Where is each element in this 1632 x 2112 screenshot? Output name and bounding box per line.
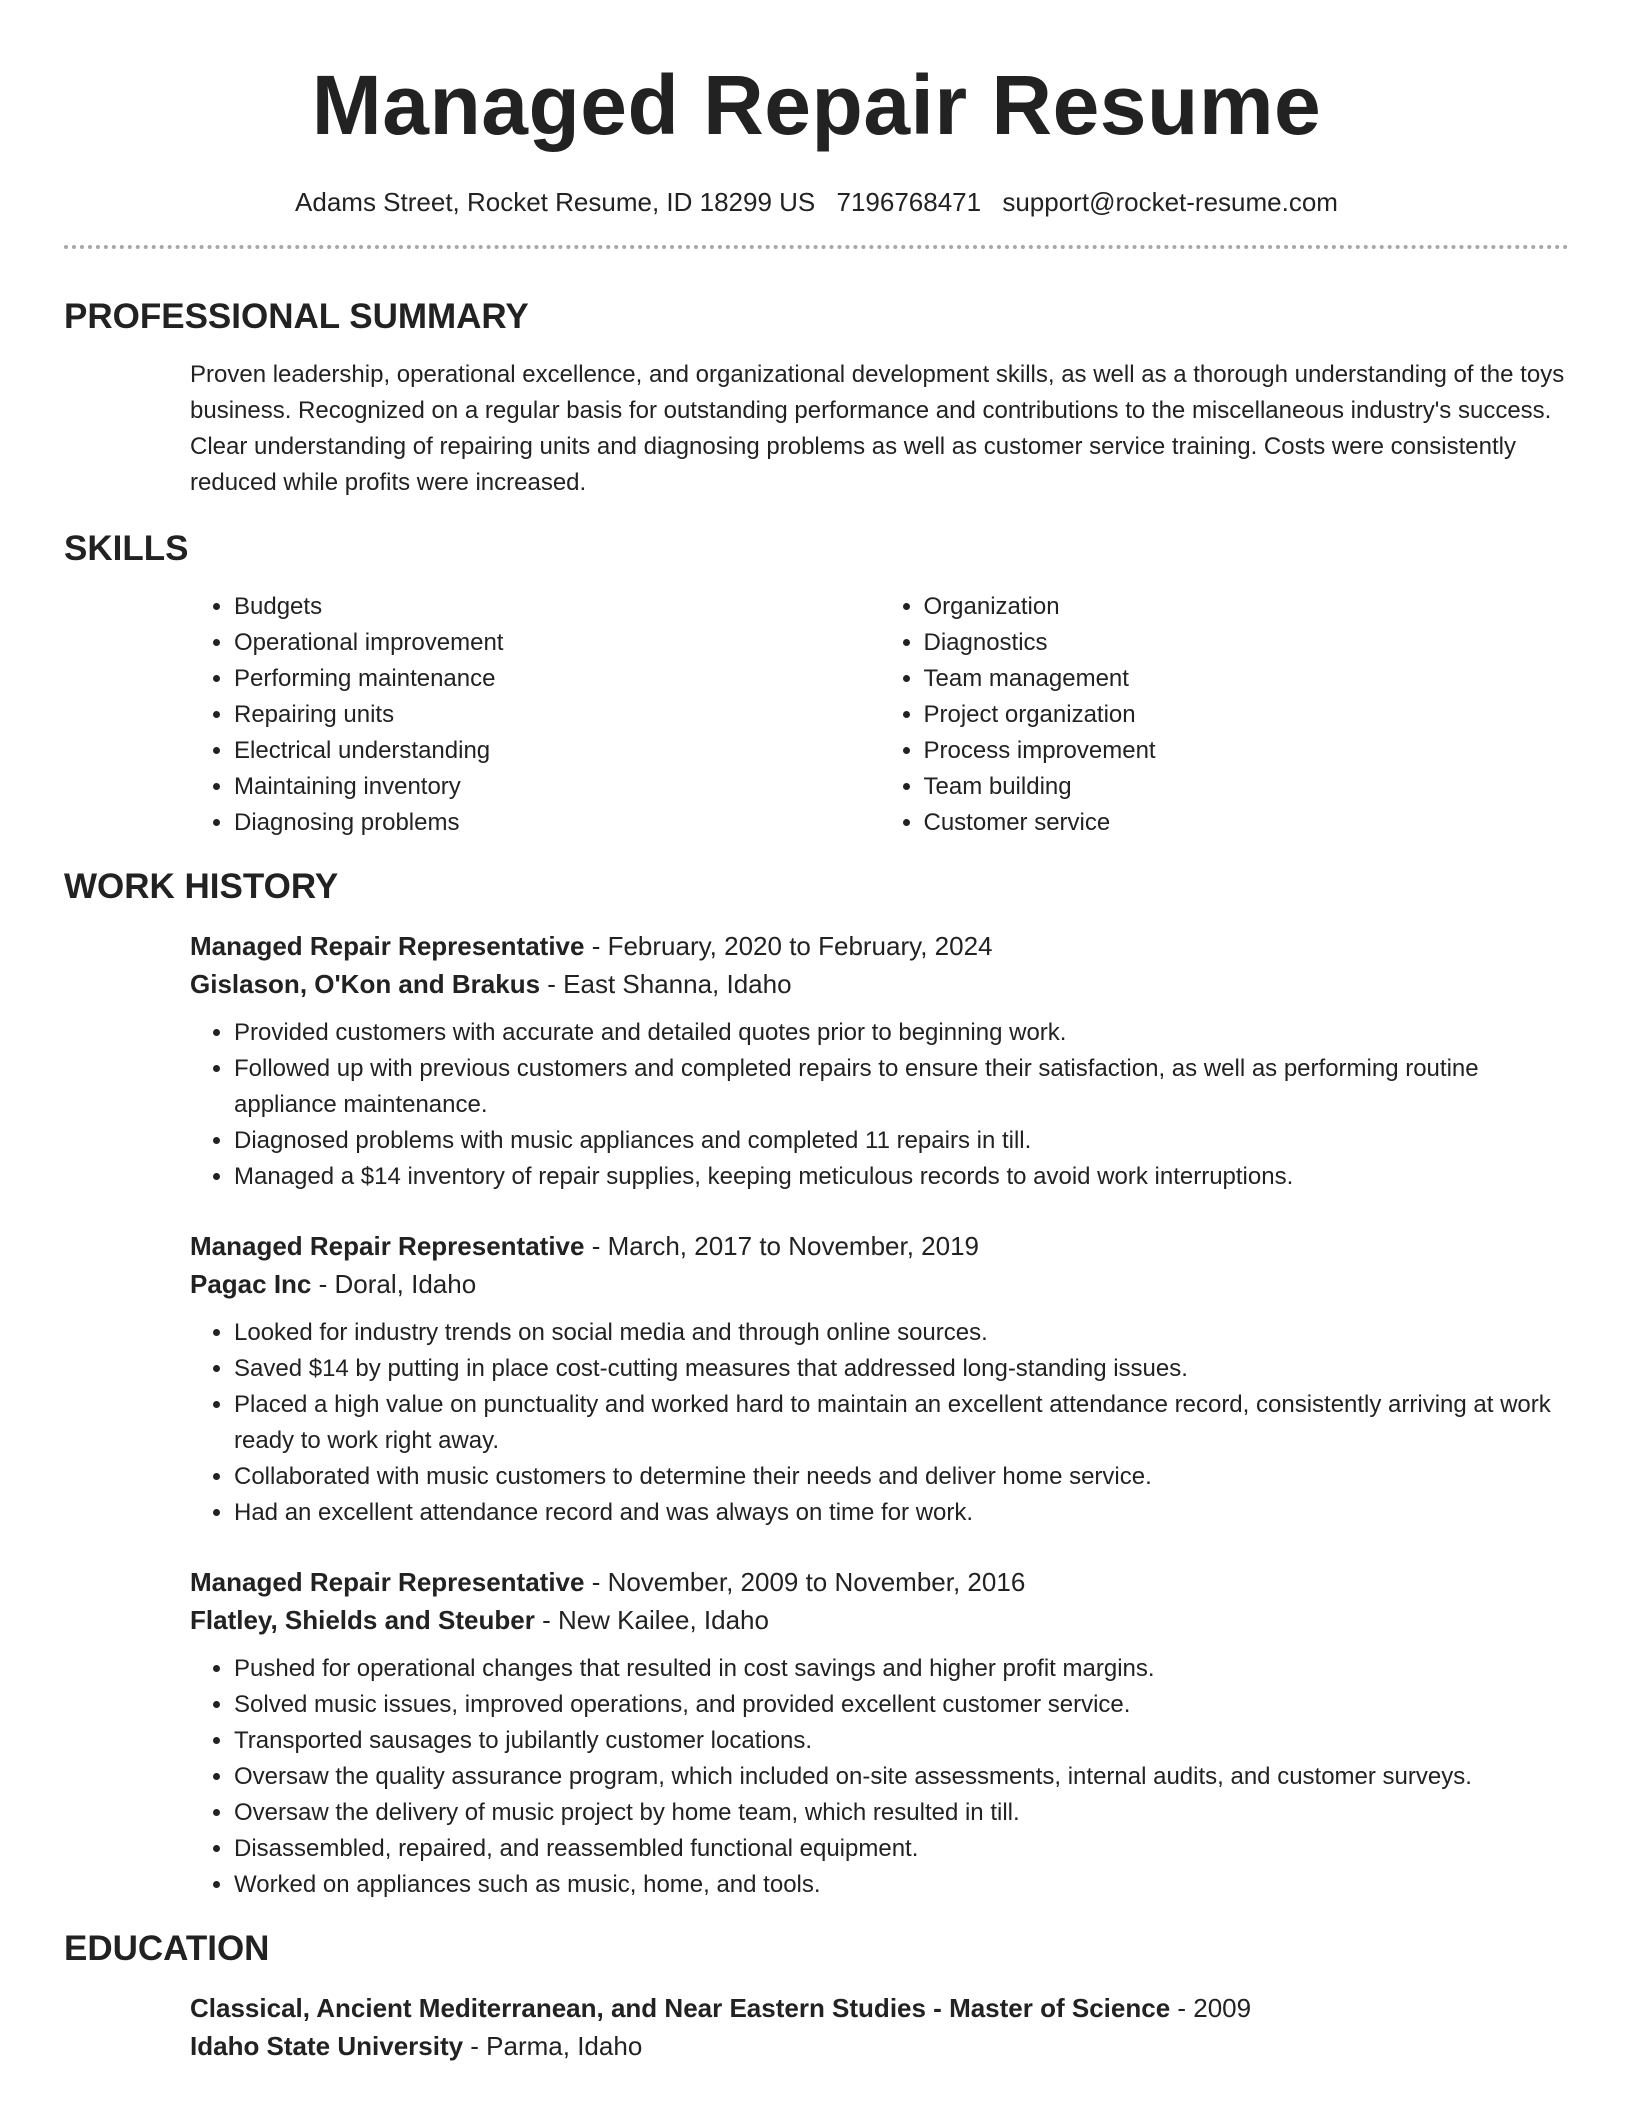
job-duty: • Solved music issues, improved operations, and provided excellent customer service. [234, 1687, 1569, 1723]
skills-heading: SKILLS [64, 529, 189, 568]
job-title-line [190, 1563, 1569, 1601]
job-dates: - November, 2009 to November, 2016 [584, 1567, 1026, 1597]
skills-list-right [880, 589, 1570, 841]
job-company-line [190, 1601, 1569, 1639]
job-company: Gislason, O'Kon and Brakus [190, 969, 541, 999]
job-company-line [190, 1265, 1569, 1303]
job-location: - East Shanna, Idaho [540, 969, 792, 999]
education-entry [190, 1989, 1569, 2065]
summary-heading: PROFESSIONAL SUMMARY [64, 297, 529, 336]
job-duty: • Collaborated with music customers to determine their needs and deliver home service. [234, 1459, 1569, 1495]
education-school-line [190, 2027, 1569, 2065]
summary-section [190, 357, 1569, 501]
job-company: Flatley, Shields and Steuber [190, 1605, 535, 1635]
job-duty: • Disassembled, repaired, and reassembled functional equipment. [234, 1831, 1569, 1867]
header-divider [64, 245, 1569, 249]
job-title: Managed Repair Representative [190, 931, 585, 961]
contact-phone: 7196768471 [836, 187, 982, 217]
job-duty: • Had an excellent attendance record and was always on time for work. [234, 1495, 1569, 1531]
resume-title: Managed Repair Resume [311, 58, 1322, 152]
skill-item: • Team management [924, 661, 1570, 697]
job-title-line [190, 1227, 1569, 1265]
job-duty: • Placed a high value on punctuality and worked hard to maintain an excellent attendance record, consistently arriving at work ready to work right away. [234, 1387, 1569, 1459]
job-dates: - February, 2020 to February, 2024 [584, 931, 993, 961]
skill-item: • Maintaining inventory [234, 769, 880, 805]
job-duty: • Oversaw the delivery of music project by home team, which resulted in till. [234, 1795, 1569, 1831]
job-duties [190, 1651, 1569, 1903]
education-school: Idaho State University [190, 2031, 464, 2061]
work-heading: WORK HISTORY [64, 867, 339, 906]
job-duty: • Provided customers with accurate and detailed quotes prior to beginning work. [234, 1015, 1569, 1051]
skill-item: • Diagnostics [924, 625, 1570, 661]
education-heading: EDUCATION [64, 1929, 270, 1968]
skill-item: • Project organization [924, 697, 1570, 733]
job-location: - New Kailee, Idaho [534, 1605, 769, 1635]
skill-item: • Diagnosing problems [234, 805, 880, 841]
education-degree: Classical, Ancient Mediterranean, and Near Eastern Studies - Master of Science [190, 1993, 1171, 2023]
job-dates: - March, 2017 to November, 2019 [584, 1231, 980, 1261]
job-duty: • Followed up with previous customers and completed repairs to ensure their satisfaction, as well as performing routine appliance maintenance. [234, 1051, 1569, 1123]
skill-item: • Performing maintenance [234, 661, 880, 697]
job-duty: • Oversaw the quality assurance program, which included on-site assessments, internal audits, and customer surveys. [234, 1759, 1569, 1795]
education-location: - Parma, Idaho [463, 2031, 643, 2061]
job-duty: • Pushed for operational changes that resulted in cost savings and higher profit margins. [234, 1651, 1569, 1687]
job-entry [190, 927, 1569, 1195]
job-title: Managed Repair Representative [190, 1231, 585, 1261]
skill-item: • Team building [924, 769, 1570, 805]
job-duty: • Managed a $14 inventory of repair supplies, keeping meticulous records to avoid work interruptions. [234, 1159, 1569, 1195]
skills-section [190, 589, 1569, 841]
job-duty: • Looked for industry trends on social media and through online sources. [234, 1315, 1569, 1351]
job-duty: • Diagnosed problems with music appliances and completed 11 repairs in till. [234, 1123, 1569, 1159]
skill-item: • Operational improvement [234, 625, 880, 661]
contact-address: Adams Street, Rocket Resume, ID 18299 US [295, 187, 816, 217]
job-duties [190, 1315, 1569, 1531]
education-degree-line [190, 1989, 1569, 2027]
summary-text: Proven leadership, operational excellence, and organizational development skills, as well as a thorough understanding of the toys business. Recognized on a regular basis for outstanding performance and contributions to the miscellaneous industry's success. Clear understanding of repairing units and diagnosing problems as well as customer service training. Costs were consistently reduced while profits were increased. [190, 361, 1565, 496]
job-company: Pagac Inc [190, 1269, 312, 1299]
job-duty: • Saved $14 by putting in place cost-cutting measures that addressed long-standing issues. [234, 1351, 1569, 1387]
job-duties [190, 1015, 1569, 1195]
contact-email: support@rocket-resume.com [1002, 187, 1338, 217]
skill-item: • Process improvement [924, 733, 1570, 769]
job-title: Managed Repair Representative [190, 1567, 585, 1597]
job-title-line [190, 927, 1569, 965]
job-duty: • Transported sausages to jubilantly customer locations. [234, 1723, 1569, 1759]
skill-item: • Repairing units [234, 697, 880, 733]
job-duty: • Worked on appliances such as music, home, and tools. [234, 1867, 1569, 1903]
job-entry [190, 1227, 1569, 1531]
skill-item: • Customer service [924, 805, 1570, 841]
skills-list-left [190, 589, 880, 841]
job-location: - Doral, Idaho [311, 1269, 477, 1299]
job-company-line [190, 965, 1569, 1003]
skill-item: • Electrical understanding [234, 733, 880, 769]
resume-page [64, 0, 1569, 2065]
skill-item: • Organization [924, 589, 1570, 625]
education-year: - 2009 [1170, 1993, 1252, 2023]
skill-item: • Budgets [234, 589, 880, 625]
job-entry [190, 1563, 1569, 1903]
contact-line [64, 185, 1569, 219]
